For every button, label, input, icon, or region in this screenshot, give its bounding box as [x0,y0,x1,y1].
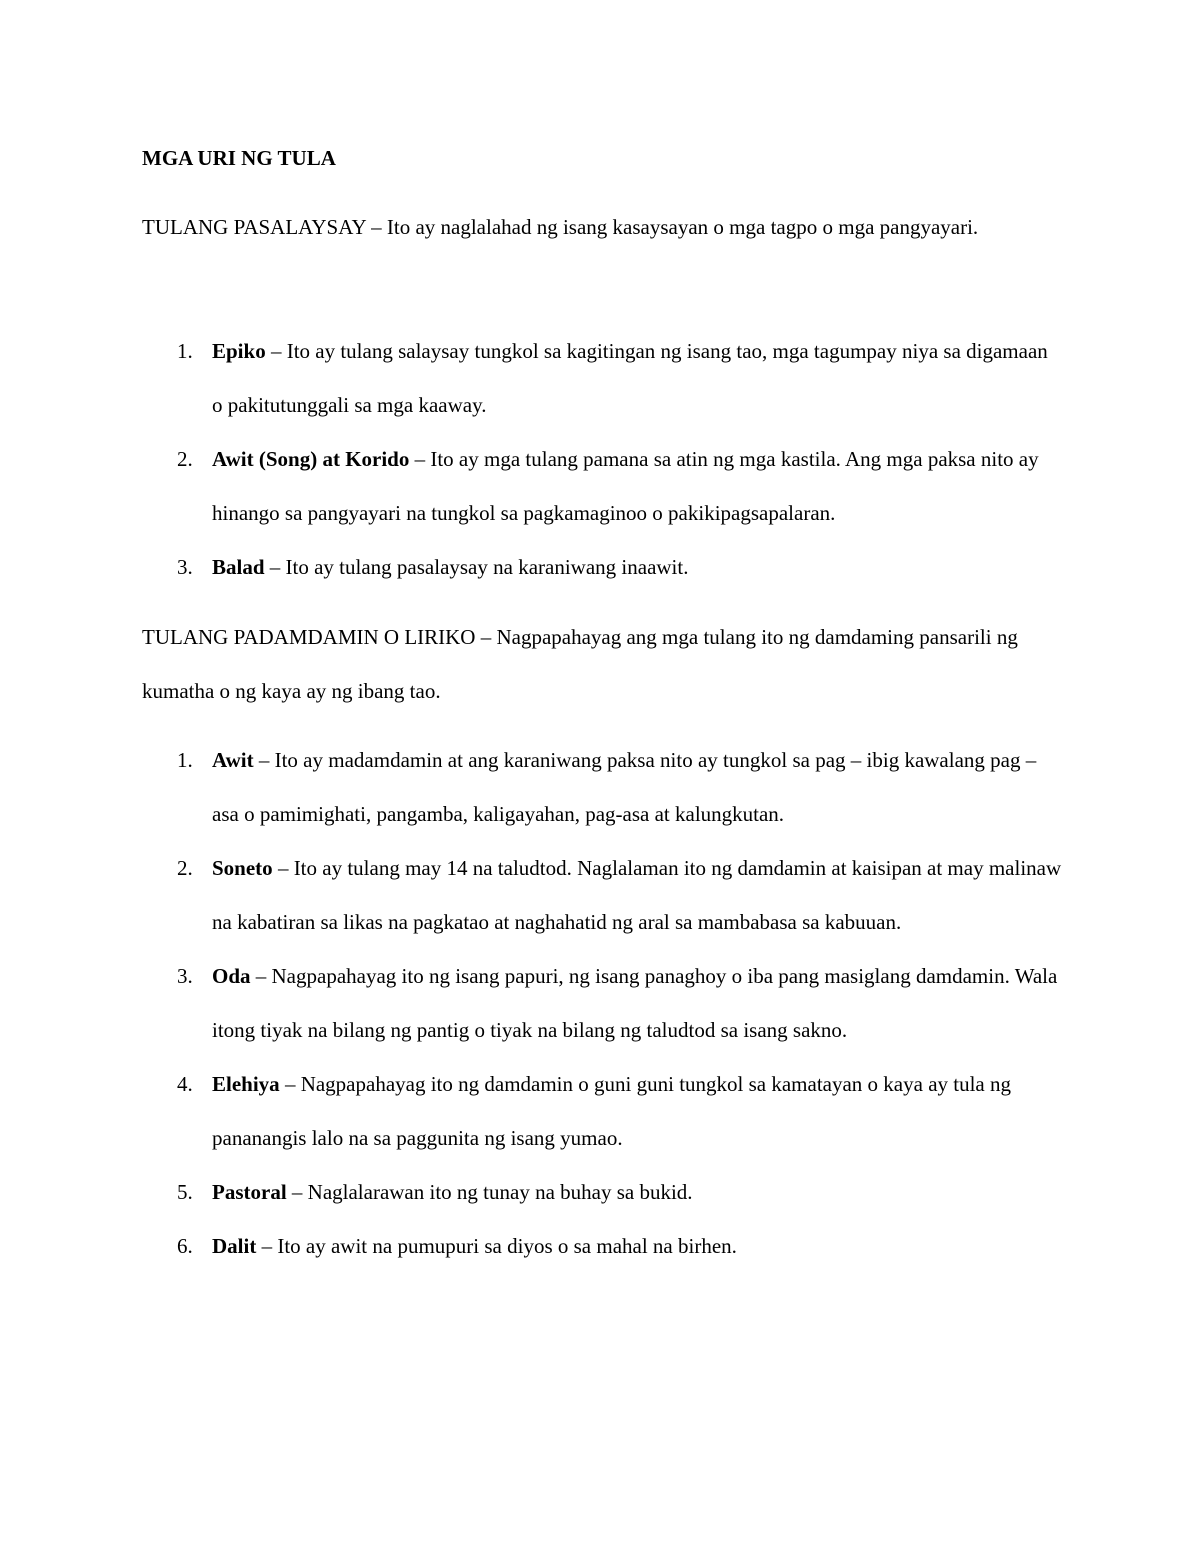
item-term: Epiko [212,339,266,363]
section-heading: TULANG PADAMDAMIN O LIRIKO [142,625,476,649]
item-term: Balad [212,555,265,579]
list-item [142,432,1062,540]
list-item [142,540,1062,594]
item-text: – Ito ay tulang pasalaysay na karaniwang inaawit. [264,555,689,579]
section-intro-pasalaysay [142,200,1052,254]
item-number: 1. [177,748,193,772]
item-number: 4. [177,1072,193,1096]
item-term: Pastoral [212,1180,287,1204]
item-text: – Ito ay awit na pumupuri sa diyos o sa mahal na birhen. [256,1234,737,1258]
list-item [142,1057,1062,1165]
item-number: 3. [177,964,193,988]
list-item [142,1219,1062,1273]
section-description: Ito ay naglalahad ng isang kasaysayan o mga tagpo o mga pangyayari. [386,215,979,239]
item-number: 5. [177,1180,193,1204]
item-term: Soneto [212,856,273,880]
item-text: – Ito ay madamdamin at ang karaniwang paksa nito ay tungkol sa pag – ibig kawalang pag – asa o pamimighati, pangamba, kaligayahan, pag-asa at kalungkutan. [212,748,1037,826]
list-item [142,1165,1062,1219]
section-heading: TULANG PASALAYSAY [142,215,366,239]
list-item [142,733,1062,841]
item-term: Awit [212,748,254,772]
item-number: 2. [177,856,193,880]
item-term: Dalit [212,1234,257,1258]
item-term: Oda [212,964,251,988]
item-term: Awit (Song) at Korido [212,447,410,471]
page-title: MGA URI NG TULA [142,146,336,170]
section-description: Nagpapahayag ang mga tulang ito ng damdaming pansarili ng kumatha o ng kaya ay ng ibang tao. [142,625,1018,703]
item-number: 1. [177,339,193,363]
item-term: Elehiya [212,1072,280,1096]
item-text: – Ito ay mga tulang pamana sa atin ng mga kastila. Ang mga paksa nito ay hinango sa pangyayari na tungkol sa pagkamaginoo o pakikipagsapalaran. [212,447,1039,525]
item-text: – Ito ay tulang salaysay tungkol sa kagitingan ng isang tao, mga tagumpay niya sa digamaan o pakitutunggali sa mga kaaway. [212,339,1048,417]
item-text: – Nagpapahayag ito ng isang papuri, ng isang panaghoy o iba pang masiglang damdamin. Wala itong tiyak na bilang ng pantig o tiyak na bilang ng taludtod sa isang sakno. [212,964,1058,1042]
section-dash: – [475,625,497,649]
list-pasalaysay [142,324,1062,594]
item-number: 6. [177,1234,193,1258]
list-item [142,949,1062,1057]
section-dash: – [365,215,387,239]
list-item [142,324,1062,432]
list-liriko [142,733,1062,1273]
item-number: 3. [177,555,193,579]
item-number: 2. [177,447,193,471]
item-text: – Ito ay tulang may 14 na taludtod. Naglalaman ito ng damdamin at kaisipan at may malinaw na kabatiran sa likas na pagkatao at naghahatid ng aral sa mambabasa sa kabuuan. [212,856,1062,934]
list-item [142,841,1062,949]
item-text: – Naglalarawan ito ng tunay na buhay sa bukid. [286,1180,693,1204]
item-text: – Nagpapahayag ito ng damdamin o guni guni tungkol sa kamatayan o kaya ay tula ng pananangis lalo na sa paggunita ng isang yumao. [212,1072,1012,1150]
section-intro-liriko [142,610,1052,718]
